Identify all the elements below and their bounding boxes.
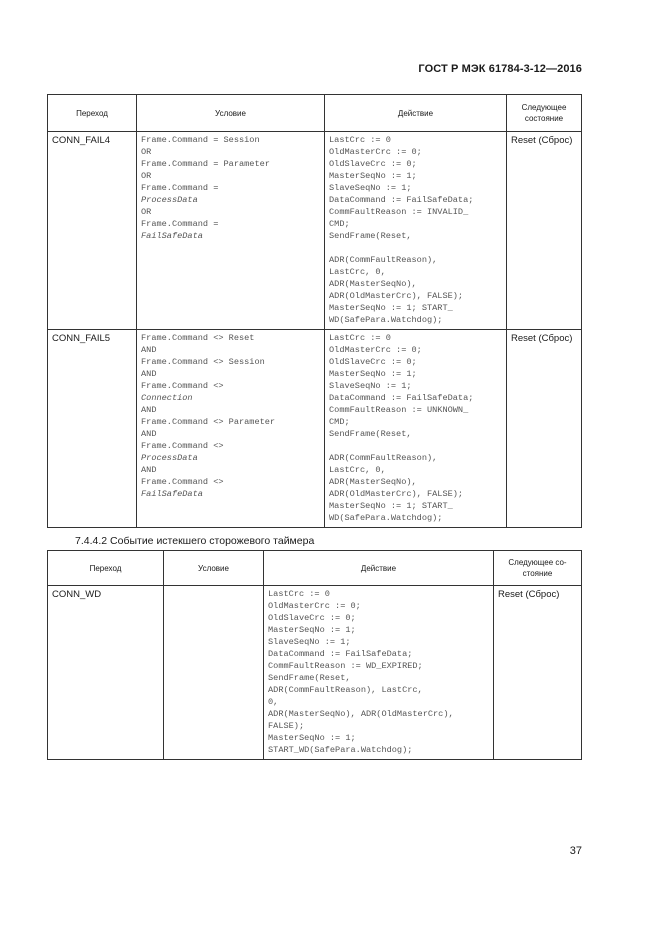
condition-line: Frame.Command <> Session — [141, 357, 265, 367]
condition-line: OR — [141, 171, 152, 181]
condition-line: OR — [141, 147, 152, 157]
page-number: 37 — [569, 845, 582, 857]
action-cell — [264, 586, 494, 760]
action-line: ADR(CommFaultReason), — [329, 453, 438, 463]
column-header-condition: Условие — [164, 551, 264, 586]
action-line: WD(SafePara.Watchdog); — [329, 315, 443, 325]
transition-name: CONN_WD — [48, 586, 164, 760]
condition-line: ProcessData — [141, 195, 198, 205]
action-line: LastCrc := 0 — [329, 333, 391, 343]
column-header-action: Действие — [264, 551, 494, 586]
action-line: SlaveSeqNo := 1; — [329, 183, 412, 193]
condition-line: Frame.Command = — [141, 219, 219, 229]
action-cell — [325, 132, 507, 330]
condition-line: AND — [141, 429, 157, 439]
condition-cell — [137, 132, 325, 330]
column-header-action: Действие — [325, 95, 507, 132]
condition-line: AND — [141, 465, 157, 475]
action-line — [329, 440, 503, 452]
action-line: ADR(MasterSeqNo), — [329, 477, 417, 487]
action-line: SlaveSeqNo := 1; — [329, 381, 412, 391]
condition-line: AND — [141, 345, 157, 355]
action-line: MasterSeqNo := 1; START_ — [329, 501, 453, 511]
action-line: SendFrame(Reset, — [329, 429, 412, 439]
column-header-transition: Переход — [48, 551, 164, 586]
transition-table-watchdog — [47, 550, 582, 760]
condition-line: ProcessData — [141, 453, 198, 463]
condition-cell — [164, 586, 264, 760]
action-line: CommFaultReason := INVALID_ — [329, 207, 469, 217]
column-header-transition: Переход — [48, 95, 137, 132]
action-line: LastCrc, 0, — [329, 465, 386, 475]
action-line: CMD; — [329, 219, 350, 229]
action-line: ADR(CommFaultReason), LastCrc, — [268, 685, 423, 695]
action-line: LastCrc, 0, — [329, 267, 386, 277]
condition-line: FailSafeData — [141, 231, 203, 241]
table-row — [48, 586, 582, 760]
standard-designation: ГОСТ Р МЭК 61784-3-12—2016 — [418, 63, 582, 75]
action-line: 0, — [268, 697, 279, 707]
condition-line: OR — [141, 207, 152, 217]
action-line: OldSlaveCrc := 0; — [329, 159, 417, 169]
action-line: MasterSeqNo := 1; START_ — [329, 303, 453, 313]
action-line: LastCrc := 0 — [268, 589, 330, 599]
action-line: CMD; — [329, 417, 350, 427]
column-header-condition: Условие — [137, 95, 325, 132]
condition-line: Frame.Command <> — [141, 381, 224, 391]
table-row — [48, 330, 582, 528]
transition-table-fail — [47, 94, 582, 528]
action-line: SlaveSeqNo := 1; — [268, 637, 351, 647]
condition-line: FailSafeData — [141, 489, 203, 499]
condition-line: Frame.Command <> — [141, 477, 224, 487]
condition-line: Frame.Command <> Reset — [141, 333, 255, 343]
column-header-next-state: Следующее со-стояние — [494, 551, 582, 586]
condition-line: Frame.Command = — [141, 183, 219, 193]
condition-line: AND — [141, 369, 157, 379]
action-line: SendFrame(Reset, — [329, 231, 412, 241]
action-line: MasterSeqNo := 1; — [268, 625, 356, 635]
column-header-next-state: Следующее состояние — [507, 95, 582, 132]
action-line: DataCommand := FailSafeData; — [329, 195, 474, 205]
transition-name: CONN_FAIL5 — [48, 330, 137, 528]
action-line: MasterSeqNo := 1; — [329, 171, 417, 181]
condition-line: Connection — [141, 393, 193, 403]
condition-line: Frame.Command <> Parameter — [141, 417, 276, 427]
action-line: SendFrame(Reset, — [268, 673, 351, 683]
action-line: FALSE); — [268, 721, 305, 731]
action-line: DataCommand := FailSafeData; — [329, 393, 474, 403]
action-line: ADR(OldMasterCrc), FALSE); — [329, 291, 464, 301]
next-state: Reset (Сброс) — [507, 132, 582, 330]
action-line: ADR(MasterSeqNo), — [329, 279, 417, 289]
action-line: OldMasterCrc := 0; — [329, 345, 422, 355]
action-line: CommFaultReason := UNKNOWN_ — [329, 405, 469, 415]
action-line: OldMasterCrc := 0; — [329, 147, 422, 157]
action-line: OldSlaveCrc := 0; — [268, 613, 356, 623]
action-line: ADR(OldMasterCrc), FALSE); — [329, 489, 464, 499]
action-line: ADR(CommFaultReason), — [329, 255, 438, 265]
condition-line: Frame.Command = Parameter — [141, 159, 270, 169]
action-cell — [325, 330, 507, 528]
action-line — [329, 242, 503, 254]
section-heading: 7.4.4.2 Событие истекшего сторожевого таймера — [75, 535, 315, 547]
table-row — [48, 132, 582, 330]
action-line: WD(SafePara.Watchdog); — [329, 513, 443, 523]
action-line: OldSlaveCrc := 0; — [329, 357, 417, 367]
action-line: DataCommand := FailSafeData; — [268, 649, 413, 659]
condition-line: Frame.Command <> — [141, 441, 224, 451]
action-line: MasterSeqNo := 1; — [268, 733, 356, 743]
action-line: LastCrc := 0 — [329, 135, 391, 145]
action-line: MasterSeqNo := 1; — [329, 369, 417, 379]
action-line: ADR(MasterSeqNo), ADR(OldMasterCrc), — [268, 709, 454, 719]
condition-line: Frame.Command = Session — [141, 135, 260, 145]
next-state: Reset (Сброс) — [494, 586, 582, 760]
action-line: OldMasterCrc := 0; — [268, 601, 361, 611]
action-line: CommFaultReason := WD_EXPIRED; — [268, 661, 423, 671]
transition-name: CONN_FAIL4 — [48, 132, 137, 330]
condition-cell — [137, 330, 325, 528]
action-line: START_WD(SafePara.Watchdog); — [268, 745, 413, 755]
condition-line: AND — [141, 405, 157, 415]
next-state: Reset (Сброс) — [507, 330, 582, 528]
